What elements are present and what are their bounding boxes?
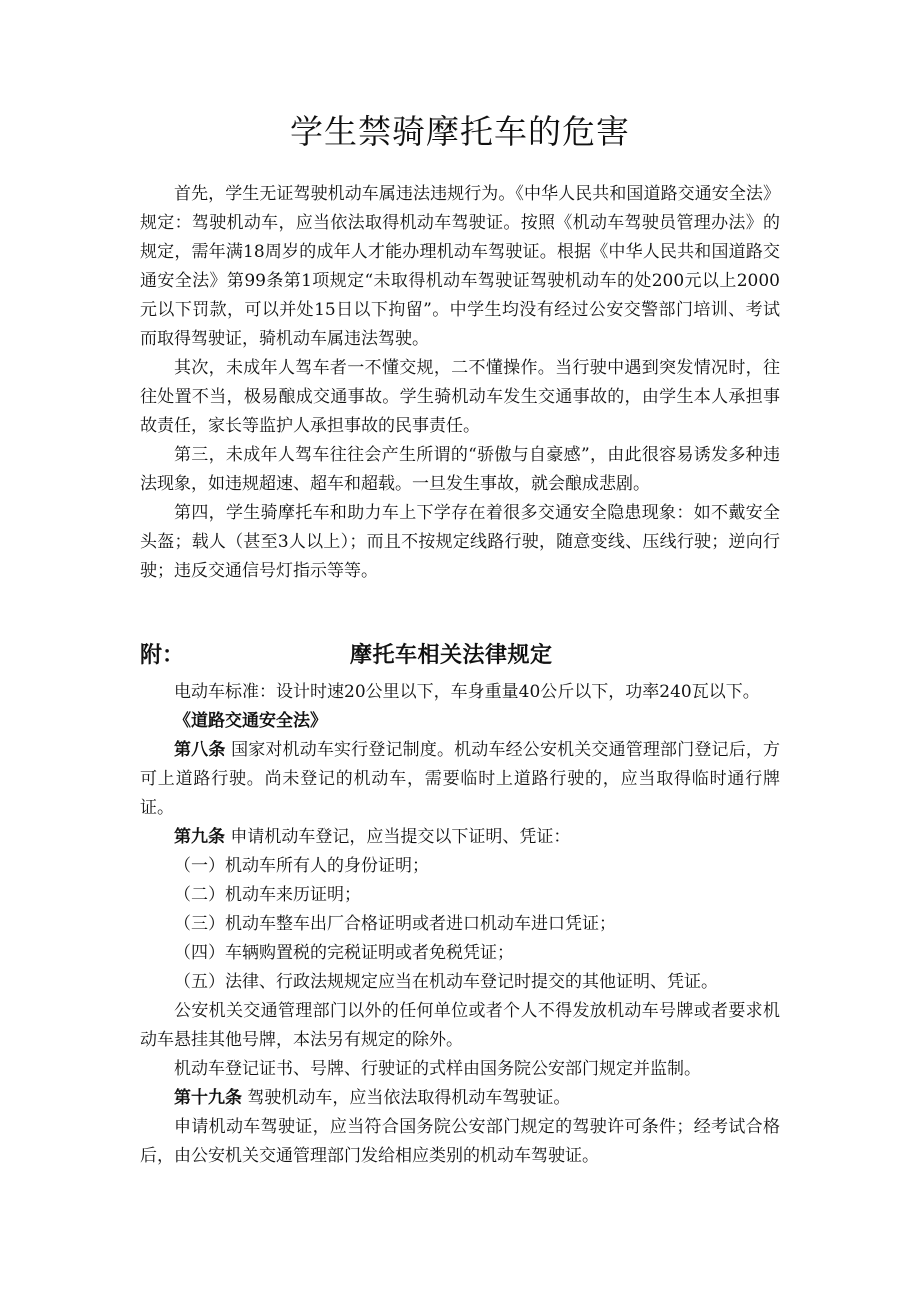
document-page — [140, 102, 780, 1171]
paragraph-third: 第三，未成年人驾车往往会产生所谓的“骄傲与自豪感”，由此很容易诱发多种违法现象，如违规超速、超车和超载。一旦发生事故，就会酿成悲剧。 — [140, 445, 780, 494]
article-9-extra: 机动车登记证书、号牌、行驶证的式样由国务院公安部门规定并监制。 — [174, 1059, 701, 1079]
appendix-header — [140, 632, 780, 678]
article-19 — [140, 1084, 780, 1113]
article-9-label: 第九条 — [174, 827, 225, 847]
article-19-label: 第十九条 — [174, 1088, 242, 1108]
article-9-text: 申请机动车登记，应当提交以下证明、凭证： — [230, 827, 571, 847]
article-19-extra: 申请机动车驾驶证，应当符合国务院公安部门规定的驾驶许可条件；经考试合格后，由公安机关交通管理部门发给相应类别的机动车驾驶证。 — [140, 1117, 780, 1166]
article-9-item: （五）法律、行政法规规定应当在机动车登记时提交的其他证明、凭证。 — [174, 972, 718, 992]
appendix-title: 摩托车相关法律规定 — [350, 642, 553, 668]
paragraph-first: 首先，学生无证驾驶机动车属违法违规行为。《中华人民共和国道路交通安全法》规定：驾驶机动车，应当依法取得机动车驾驶证。按照《机动车驾驶员管理办法》的规定，需年满18周岁的成年人才能办理机动车驾驶证。根据《中华人民共和国道路交通安全法》第99条第1项规定“未取得机动车驾驶证驾驶机动车的处200元以上2000元以下罚款，可以并处15日以下拘留”。中学生均没有经过公安交警部门培训、考试而取得驾驶证，骑机动车属违法驾驶。 — [140, 184, 780, 349]
main-body — [140, 180, 780, 586]
article-9-extra: 公安机关交通管理部门以外的任何单位或者个人不得发放机动车号牌或者要求机动车悬挂其他号牌，本法另有规定的除外。 — [140, 1001, 780, 1050]
article-8 — [140, 736, 780, 823]
vehicle-standard: 电动车标准：设计时速20公里以下，车身重量40公斤以下，功率240瓦以下。 — [174, 682, 760, 702]
article-8-text: 国家对机动车实行登记制度。机动车经公安机关交通管理部门登记后，方可上道路行驶。尚未登记的机动车，需要临时上道路行驶的，应当取得临时通行牌证。 — [140, 740, 781, 818]
law-title: 《道路交通安全法》 — [174, 711, 327, 731]
article-9 — [140, 823, 780, 852]
article-9-item: （二）机动车来历证明； — [174, 885, 361, 905]
appendix-label: 附： — [140, 642, 185, 668]
document-title: 学生禁骑摩托车的危害 — [290, 112, 630, 151]
article-9-item: （三）机动车整车出厂合格证明或者进口机动车进口凭证； — [174, 914, 616, 934]
article-8-label: 第八条 — [174, 740, 226, 760]
article-19-text: 驾驶机动车，应当依法取得机动车驾驶证。 — [247, 1088, 571, 1108]
article-9-item: （一）机动车所有人的身份证明； — [174, 856, 429, 876]
appendix-body — [140, 678, 780, 1171]
paragraph-second: 其次，未成年人驾车者一不懂交规，二不懂操作。当行驶中遇到突发情况时，往往处置不当，极易酿成交通事故。学生骑机动车发生交通事故的，由学生本人承担事故责任，家长等监护人承担事故的民事责任。 — [140, 358, 780, 436]
article-9-item: （四）车辆购置税的完税证明或者免税凭证； — [174, 943, 514, 963]
paragraph-fourth: 第四，学生骑摩托车和助力车上下学存在着很多交通安全隐患现象：如不戴安全头盔；载人（甚至3人以上）；而且不按规定线路行驶，随意变线、压线行驶；逆向行驶；违反交通信号灯指示等等。 — [140, 503, 780, 581]
